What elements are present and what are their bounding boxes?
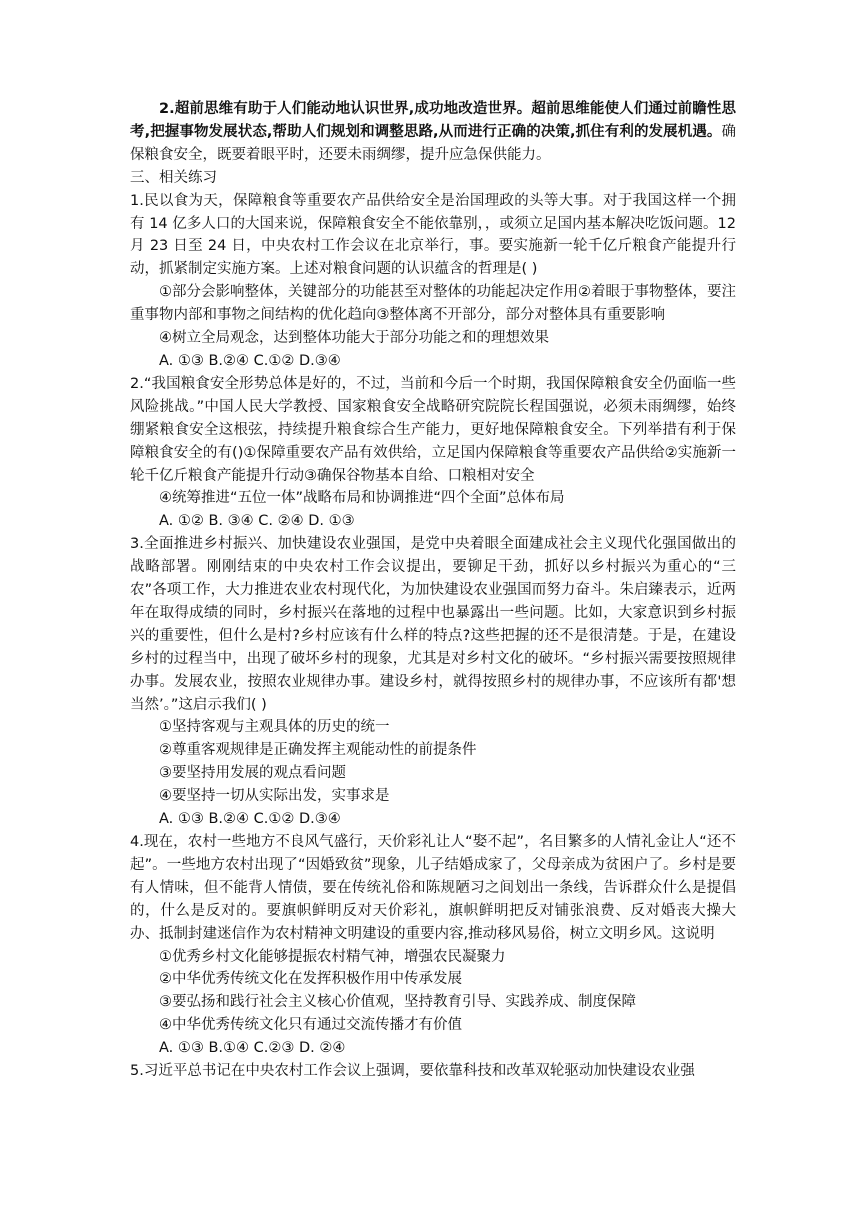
q3-answers: A. ①③ B.②④ C.①② D.③④ bbox=[159, 811, 341, 828]
intro-normal-text: 确保粮食安全，既要着眼平时，还要未雨绸缪，提升应急保供能力。 bbox=[130, 123, 736, 163]
intro-paragraph bbox=[130, 98, 736, 167]
q4-option-1: ①优秀乡村文化能够提振农村精气神，增强农民凝聚力 bbox=[159, 948, 506, 965]
q1-stem: 1.民以食为天，保障粮食等重要农产品供给安全是治国理政的头等大事。对于我国这样一个拥有 14 亿多人口的大国来说，保障粮食安全不能依靠别，，或须立足国内基本解决吃饭问题。12 月 23 日至 24 日，中央农村工作会议在北京举行，事。要实施新一轮千亿斤粮食产能提升行动，抓紧制定实施方案。上述对粮食问题的认识蕴含的哲理是( ) bbox=[130, 192, 736, 278]
q2-option-4: ④统筹推进“五位一体”战略布局和协调推进“四个全面”总体布局 bbox=[159, 490, 565, 507]
q4-stem: 4.现在，农村一些地方不良风气盛行，天价彩礼让人“娶不起”，名目繁多的人情礼金让人“还不起”。一些地方农村出现了“因婚致贫”现象，儿子结婚成家了，父母亲成为贫困户了。乡村是要有人情味，但不能背人情债，要在传统礼俗和陈规陋习之间划出一条线，告诉群众什么是提倡的，什么是反对的。要旗帜鲜明反对天价彩礼，旗帜鲜明把反对铺张浪费、反对婚丧大操大办、抵制封建迷信作为农村精神文明建设的重要内容,推动移风易俗，树立文明乡风。这说明 bbox=[130, 834, 736, 942]
q5-stem: 5.习近平总书记在中央农村工作会议上强调，要依靠科技和改革双轮驱动加快建设农业强 bbox=[130, 1063, 695, 1080]
q2-stem: 2.“我国粮食安全形势总体是好的，不过，当前和今后一个时期，我国保障粮食安全仍面临一些风险挑战。”中国人民大学教授、国家粮食安全战略研究院院长程国强说，必须未雨绸缪，始终绷紧粮食安全这根弦，持续提升粮食综合生产能力，更好地保障粮食安全。下列举措有利于保障粮食安全的有()①保障重要农产品有效供给，立足国内保障粮食等重要农产品供给②实施新一轮千亿斤粮食产能提升行动③确保谷物基本自给、口粮相对安全 bbox=[130, 375, 736, 484]
q4-answers: A. ①③ B.①④ C.②③ D. ②④ bbox=[159, 1040, 346, 1057]
q2-answers: A. ①② B. ③④ C. ②④ D. ①③ bbox=[159, 513, 355, 530]
q3-option-2: ②尊重客观规律是正确发挥主观能动性的前提条件 bbox=[159, 742, 477, 759]
section-title: 三、相关练习 bbox=[130, 169, 217, 186]
q3-option-4: ④要坚持一切从实际出发，实事求是 bbox=[159, 788, 390, 805]
q3-option-3: ③要坚持用发展的观点看问题 bbox=[159, 765, 346, 782]
q1-options-1-3: ①部分会影响整体，关键部分的功能甚至对整体的功能起决定作用②着眼于事物整体，要注重事物内部和事物之间结构的优化趋向③整体离不开部分，部分对整体具有重要影响 bbox=[130, 284, 736, 324]
q1-answers: A. ①③ B.②④ C.①② D.③④ bbox=[159, 352, 341, 369]
intro-bold-text: 2.超前思维有助于人们能动地认识世界,成功地改造世界。超前思维能使人们通过前瞻性思考,把握事物发展状态,帮助人们规划和调整思路,从而进行正确的决策,抓住有利的发展机遇。 bbox=[130, 101, 736, 140]
document-body bbox=[130, 98, 736, 1083]
q3-stem: 3.全面推进乡村振兴、加快建设农业强国，是党中央着眼全面建成社会主义现代化强国做出的战略部署。刚刚结束的中央农村工作会议提出，要铆足干劲，抓好以乡村振兴为重心的“三农”各项工作，大力推进农业农村现代化，为加快建设农业强国而努力奋斗。朱启臻表示，近两年在取得成绩的同时，乡村振兴在落地的过程中也暴露出一些问题。比如，大家意识到乡村振兴的重要性，但什么是村?乡村应该有什么样的特点?这些把握的还不是很清楚。于是，在建设乡村的过程当中，出现了破坏乡村的现象，尤其是对乡村文化的破坏。“乡村振兴需要按照规律办事。发展农业，按照农业规律办事。建设乡村，就得按照乡村的规律办事，不应该所有都'想当然’。”这启示我们( ) bbox=[130, 536, 736, 713]
q4-option-4: ④中华优秀传统文化只有通过交流传播才有价值 bbox=[159, 1017, 462, 1034]
q4-option-3: ③要弘扬和践行社会主义核心价值观，坚持教育引导、实践养成、制度保障 bbox=[159, 994, 636, 1011]
q3-option-1: ①坚持客观与主观具体的历史的统一 bbox=[159, 719, 390, 736]
q4-option-2: ②中华优秀传统文化在发挥积极作用中传承发展 bbox=[159, 971, 462, 988]
q1-option-4: ④树立全局观念，达到整体功能大于部分功能之和的理想效果 bbox=[159, 330, 549, 347]
